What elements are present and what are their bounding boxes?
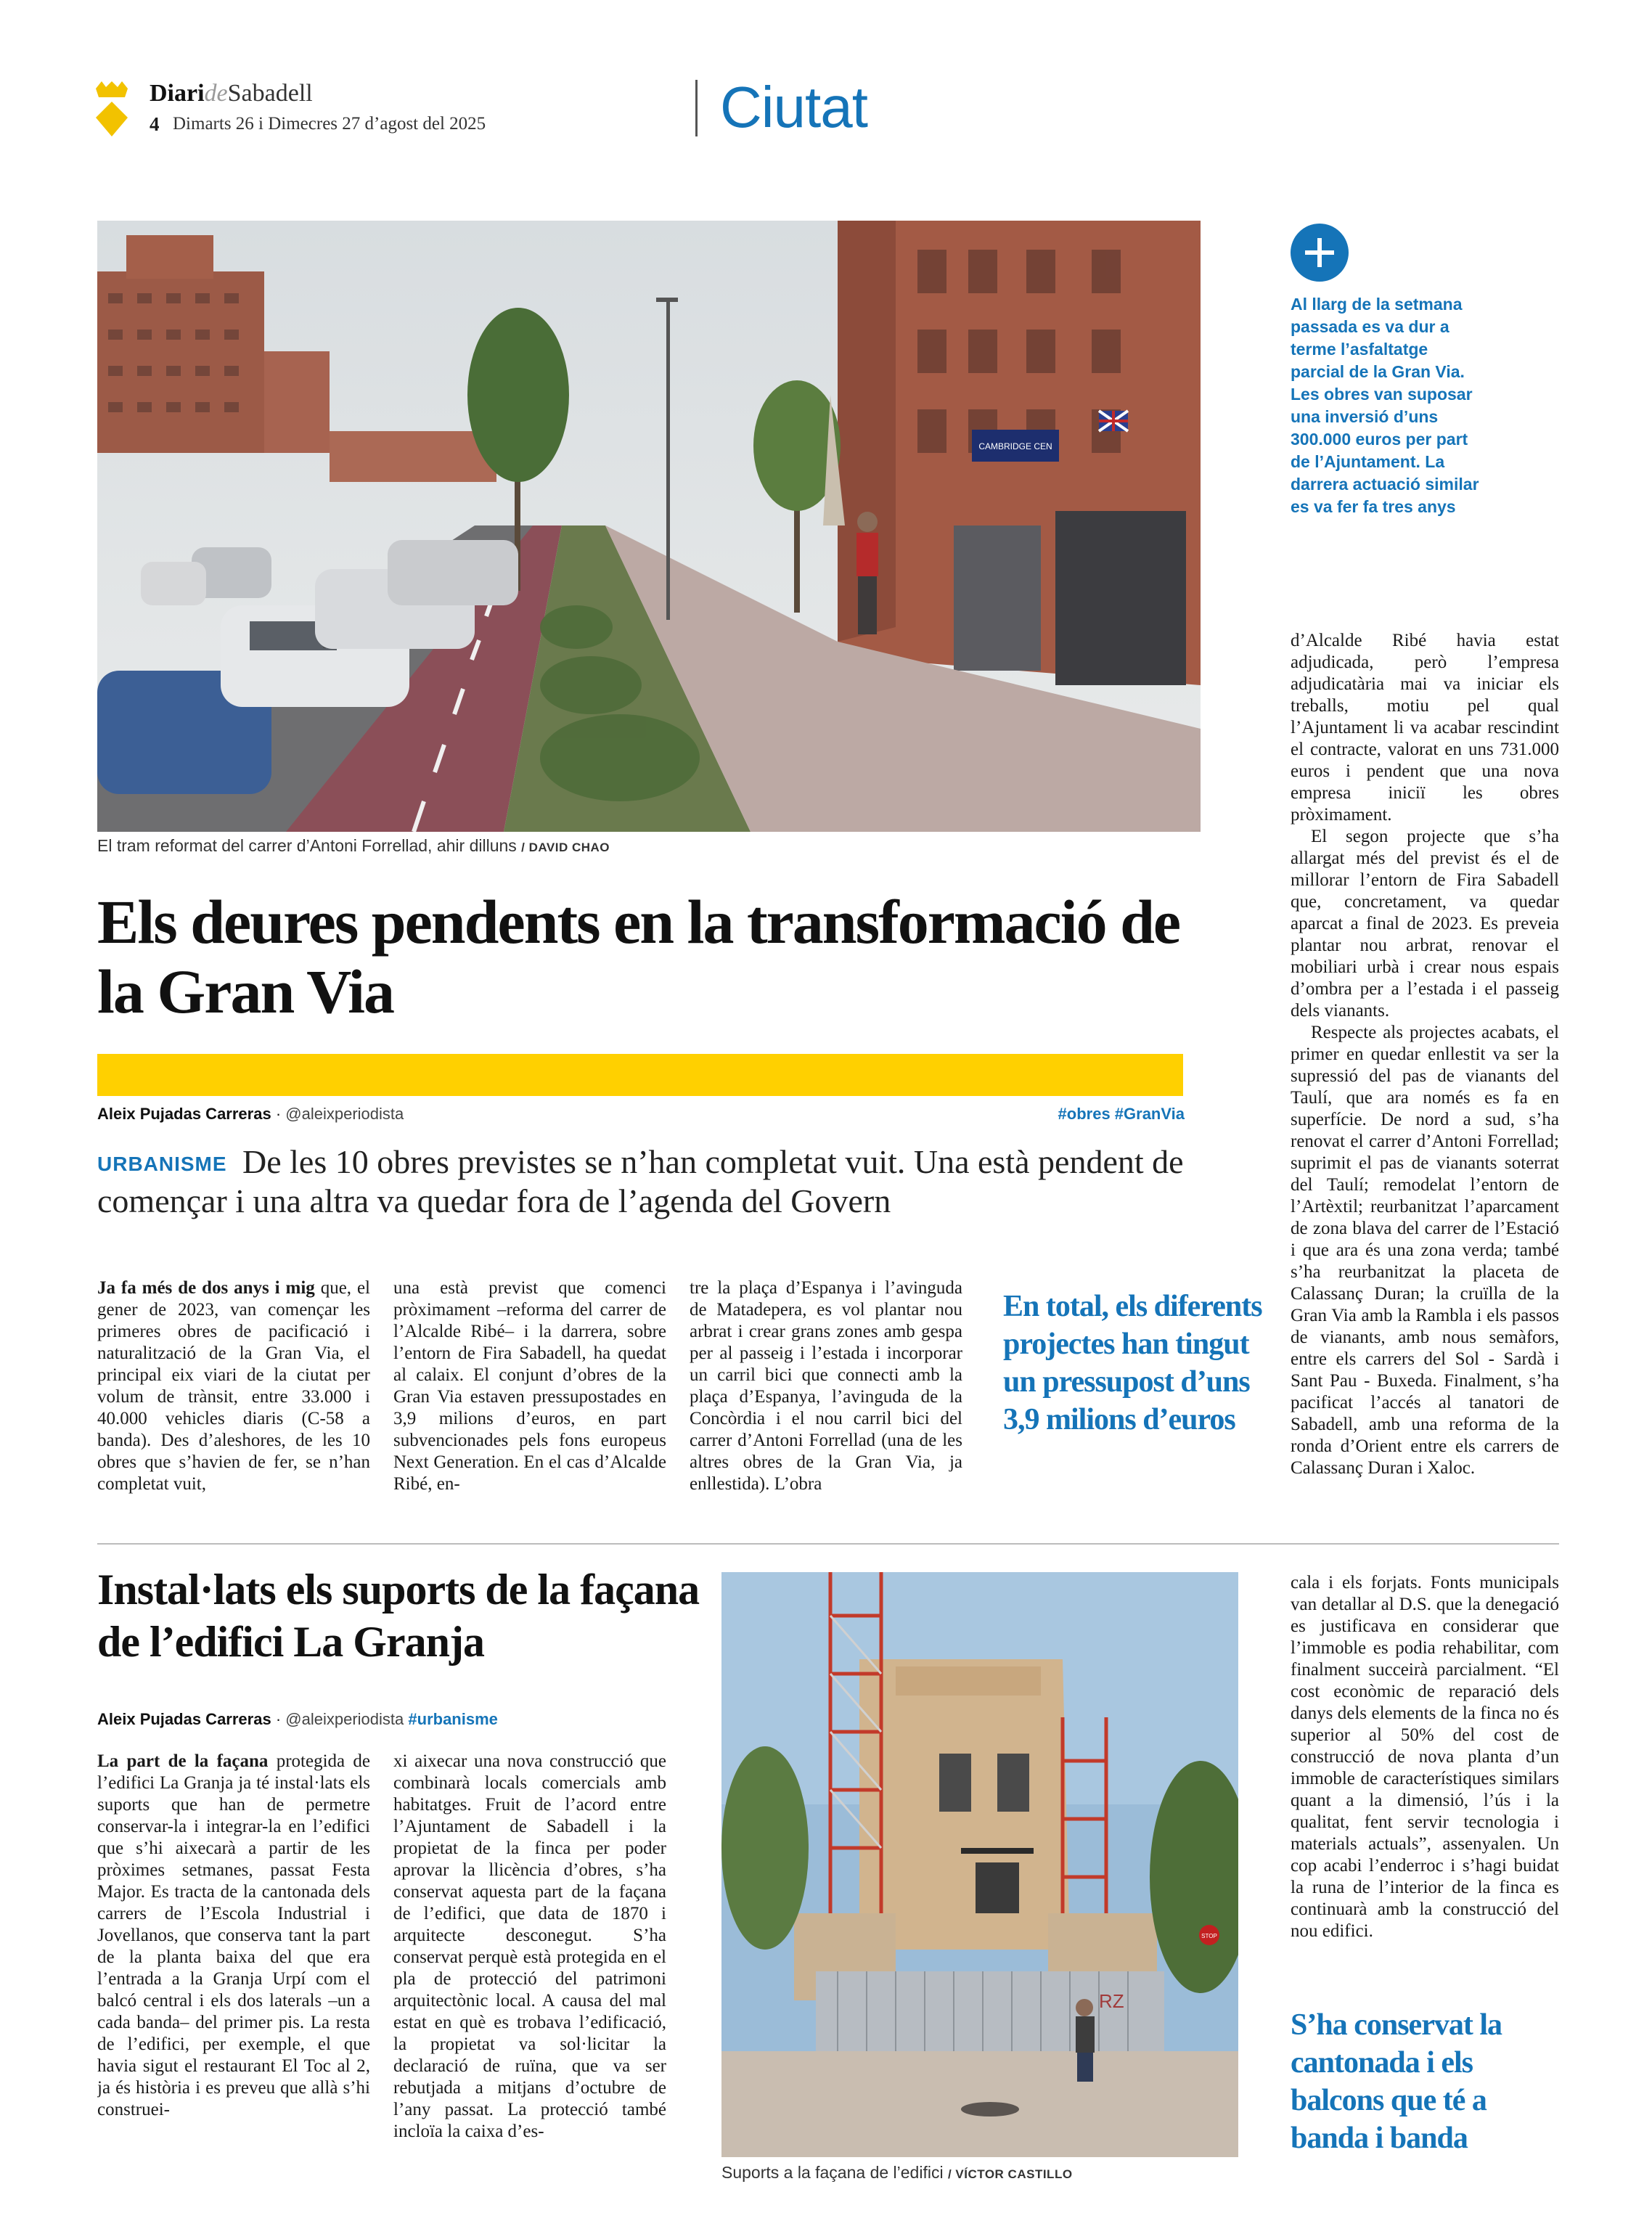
headline-highlight-bar	[97, 1054, 1183, 1096]
section-divider	[695, 80, 698, 136]
diari-de-sabadell-logo-icon	[93, 81, 131, 139]
issue-date: Dimarts 26 i Dimecres 27 d’agost del 2025	[173, 114, 486, 134]
main-article-column-2: una està previst que comenci pròximament –reforma del carrer de l’Alcalde Ribé– i la darrera, sobre l’entorn de Fira Sabadell, ha quedat al calaix. El conjunt d’obres de la Gran Via estaven pressupostades en 3,9 milions d’euros, en part subvencionades pels fons europeus Next Generation. En el cas d’Alcalde Ribé, en-	[393, 1278, 666, 1494]
page-number: 4	[150, 113, 160, 135]
main-byline: Aleix Pujadas Carreras · @aleixperiodista	[97, 1105, 404, 1123]
second-author-handle[interactable]: @aleixperiodista	[285, 1710, 404, 1728]
main-hashtags[interactable]: #obres #GranVia	[1058, 1105, 1185, 1123]
pull-quote-budget: En total, els diferents projectes han tingut un pressupost d’uns 3,9 milions d’euros	[1003, 1290, 1262, 1436]
graffiti-text: RZ	[1099, 1990, 1124, 2012]
main-photo-credit: / DAVID CHAO	[521, 841, 610, 854]
main-article-lead: Ja fa més de dos anys i mig	[97, 1278, 315, 1298]
masthead-name[interactable]: DiarideSabadell	[150, 80, 313, 107]
main-article-column-3: tre la plaça d’Espanya i l’avinguda de Matadepera, es vol plantar nou arbrat i crear grans zones amb gespa per al passeig i l’estada i incorporar un carril bici que connecti amb la plaça d’Espanya, l’avinguda de la Concòrdia i el nou carril bici del carrer d’Antoni Forrellad (una de les altres obres de la Gran Via, ja enllestida). L’obra	[690, 1278, 962, 1494]
kicker-label: URBANISME	[97, 1153, 227, 1175]
second-article-column-3: cala i els forjats. Fonts municipals van detallar al D.S. que la denegació es justificava en considerar que l’immoble es podia rehabilitar, com finalment succeirà parcialment. “El cost econòmic de reparació dels danys dels elements de la finca no és superior al 50% del cost de construcció de nova planta d’un immoble de característiques similars quant a la dimensió, l’ús i la qualitat, fent servir tecnologia i materials actuals”, assenyalen. Un cop acabi l’enderroc i s’hagi buidat la runa de l’interior de la finca es continuarà amb la construcció del nou edifici.	[1291, 1573, 1559, 1941]
stop-sign-text: STOP	[1201, 1933, 1217, 1939]
pull-quote-balconies: S’ha conservat la cantonada i els balcons que té a banda i banda	[1291, 2008, 1502, 2155]
main-headline[interactable]: Els deures pendents en la transformació de la Gran Via	[97, 887, 1180, 1026]
second-photo-caption-text: Suports a la façana de l’edifici	[721, 2163, 944, 2182]
main-photo-caption-text: El tram reformat del carrer d’Antoni Forrellad, ahir dilluns	[97, 836, 517, 855]
second-byline: Aleix Pujadas Carreras · @aleixperiodista #urbanisme	[97, 1710, 498, 1728]
section-rule	[97, 1543, 1559, 1545]
main-author[interactable]: Aleix Pujadas Carreras	[97, 1105, 271, 1123]
second-article-lead: La part de la façana	[97, 1751, 269, 1771]
second-photo-caption	[721, 2163, 1073, 2183]
second-photo-credit: / VÍCTOR CASTILLO	[947, 2167, 1073, 2181]
second-photo	[721, 1572, 1238, 2157]
sidebar-note: Al llarg de la setmana passada es va dur a terme l’asfaltatge parcial de la Gran Via. Les obres van suposar una inversió d’uns 300.000 euros per part de l’Ajuntament. La darrera actuació similar es va fer fa tres anys	[1291, 295, 1479, 516]
sidebar-column: d’Alcalde Ribé havia estat adjudicada, però l’empresa adjudicatària mai va iniciar els treballs, motiu pel qual l’Ajuntament li va acabar rescindint el contracte, valorat en uns 731.000 euros i pendent que una nova empresa iniciï les obres pròximament. El segon projecte que s’ha allargat més del previst és el de millorar l’entorn de Fira Sabadell que, concretament, va quedar aparcat a final de 2023. Es preveia plantar nou arbrat, renovar el mobiliari urbà i crear nous espais d’ombra per a l’estada i el passeig dels vianants. Respecte als projectes acabats, el primer en quedar enllestit va ser la supressió del pas de vianants del Taulí, que ara només es fa en superfície. De nord a sud, s’ha renovat el carrer d’Antoni Forrellad; suprimit el pas de vianants soterrat del Taulí; remodelat l’entorn de l’Artèxtil; reurbanitzat l’aparcament de zona blava del carrer de l’Estació i que ara és una zona verda; també s’ha reurbanitzat la placeta de Calassanç Duran; la cruïlla de la Gran Via amb la Rambla i els passos de vianants, amb nous semàfors, entre els carrers del Sol - Sardà i Sant Pau - Buxeda. Finalment, s’ha pacificat l’accés al tanatori de Sabadell, amb una reforma de la ronda d’Orient entre els carrers de Calassanç Duran i Xaloc.	[1291, 631, 1559, 1478]
second-article-column-1: La part de la façana protegida de l’edifici La Granja ja té instal·lats els suports que han de permetre conservar-la i integrar-la en l’edifici que s’hi aixecarà a partir de les pròximes setmanes, passat Festa Major. Es tracta de la cantonada dels carrers de l’Escola Industrial i Jovellanos, que conserva tant la part de la planta baixa del que era l’entrada a la Granja Urpí com el balcó central i els dos laterals –un a cada banda– del primer pis. La resta de l’edifici, per exemple, el que havia sigut el restaurant El Toc al 2, ja és història i es preveu que allà s’hi construei-	[97, 1751, 370, 2119]
shop-sign-text: CAMBRIDGE CEN	[978, 441, 1052, 451]
main-article-column-1: Ja fa més de dos anys i mig que, el gener de 2023, van començar les primeres obres de pacificació i naturalització de la Gran Via, el principal eix viari de la ciutat per volum de trànsit, entre 33.000 i 40.000 vehicles diaris (C-58 a banda). Des d’aleshores, de les 10 obres que s’havien de fer, se n’han completat vuit,	[97, 1278, 370, 1494]
main-author-handle[interactable]: @aleixperiodista	[285, 1105, 404, 1123]
main-subhead: De les 10 obres previstes se n’han completat vuit. Una està pendent de començar i una altra va quedar fora de l’agenda del Govern	[97, 1143, 1184, 1219]
plus-icon	[1291, 224, 1349, 282]
main-photo	[97, 221, 1201, 832]
second-hashtag[interactable]: #urbanisme	[408, 1710, 498, 1728]
second-article-column-2: xi aixecar una nova construcció que combinarà locals comercials amb habitatges. Fruit de l’acord entre l’Ajuntament de Sabadell i la propietat de la finca per poder aprovar la llicència d’obres, s’ha conservat aquesta part de la façana de l’edifici, que data de 1870 i arquitecte desconegut. S’ha conservat perquè està protegida en el pla de protecció del patrimoni arquitectònic local. A causa del mal estat en què es trobava l’edificació, la propietat va sol·licitar la declaració de ruïna, que va ser rebutjada a mitjans d’octubre de l’any passat. La protecció també incloïa la caixa d’es-	[393, 1751, 666, 2141]
main-photo-caption	[97, 836, 610, 856]
second-author[interactable]: Aleix Pujadas Carreras	[97, 1710, 271, 1728]
second-headline[interactable]: Instal·lats els suports de la façana de l’edifici La Granja	[97, 1566, 700, 1666]
section-title[interactable]: Ciutat	[720, 75, 867, 139]
